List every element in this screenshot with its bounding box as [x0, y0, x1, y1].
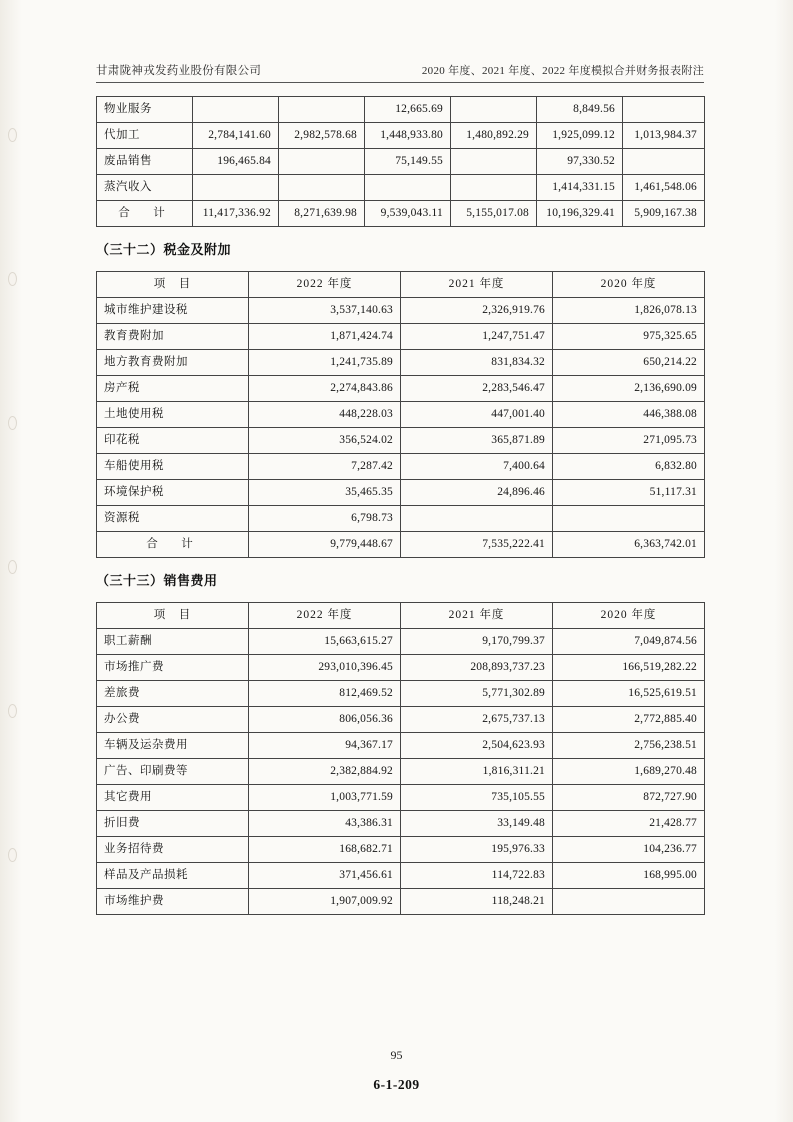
row-value: 6,363,742.01 [553, 532, 705, 558]
row-value [451, 175, 537, 201]
row-value: 1,448,933.80 [365, 123, 451, 149]
table-row [97, 175, 705, 201]
column-header: 2021 年度 [401, 272, 553, 298]
header-report-title: 2020 年度、2021 年度、2022 年度模拟合并财务报表附注 [421, 65, 704, 77]
row-label: 印花税 [97, 428, 249, 454]
row-value: 8,271,639.98 [279, 201, 365, 227]
table-row [97, 733, 705, 759]
table-row [97, 506, 705, 532]
row-value: 2,756,238.51 [553, 733, 705, 759]
revenue-table-body [97, 97, 705, 227]
revenue-table-continued [96, 96, 705, 227]
table-header-row [97, 272, 705, 298]
row-value: 7,287.42 [249, 454, 401, 480]
row-value: 1,689,270.48 [553, 759, 705, 785]
row-value [279, 97, 365, 123]
row-value: 97,330.52 [537, 149, 623, 175]
row-value: 1,826,078.13 [553, 298, 705, 324]
table-row [97, 655, 705, 681]
table-row [97, 863, 705, 889]
row-value: 2,982,578.68 [279, 123, 365, 149]
selling-expenses-table [96, 602, 705, 915]
row-value: 975,325.65 [553, 324, 705, 350]
punch-hole [8, 272, 17, 286]
row-value: 9,779,448.67 [249, 532, 401, 558]
row-value: 195,976.33 [401, 837, 553, 863]
row-value [553, 889, 705, 915]
row-value: 1,907,009.92 [249, 889, 401, 915]
table-row [97, 298, 705, 324]
row-label: 折旧费 [97, 811, 249, 837]
table-row [97, 837, 705, 863]
table-row [97, 889, 705, 915]
row-value: 1,871,424.74 [249, 324, 401, 350]
row-value: 1,003,771.59 [249, 785, 401, 811]
row-value: 650,214.22 [553, 350, 705, 376]
column-header: 2020 年度 [553, 272, 705, 298]
row-label: 办公费 [97, 707, 249, 733]
table-row [97, 350, 705, 376]
table-row [97, 402, 705, 428]
column-header: 2022 年度 [249, 272, 401, 298]
table-row [97, 376, 705, 402]
row-value: 168,682.71 [249, 837, 401, 863]
document-number: 6-1-209 [373, 1077, 420, 1092]
row-value: 24,896.46 [401, 480, 553, 506]
page-content [96, 62, 704, 915]
row-value: 5,909,167.38 [623, 201, 705, 227]
punch-hole [8, 416, 17, 430]
row-value: 16,525,619.51 [553, 681, 705, 707]
column-header: 项 目 [97, 272, 249, 298]
row-label: 废品销售 [97, 149, 193, 175]
row-value: 2,283,546.47 [401, 376, 553, 402]
paper-edge-right [775, 0, 793, 1122]
column-header: 2022 年度 [249, 603, 401, 629]
row-value: 2,136,690.09 [553, 376, 705, 402]
row-label: 地方教育费附加 [97, 350, 249, 376]
row-value: 5,155,017.08 [451, 201, 537, 227]
column-header: 项 目 [97, 603, 249, 629]
row-value: 1,925,099.12 [537, 123, 623, 149]
table-total-row [97, 532, 705, 558]
table-header-row [97, 603, 705, 629]
row-label: 资源税 [97, 506, 249, 532]
row-label: 城市维护建设税 [97, 298, 249, 324]
row-value: 271,095.73 [553, 428, 705, 454]
row-value [623, 97, 705, 123]
row-value: 6,832.80 [553, 454, 705, 480]
row-value: 2,326,919.76 [401, 298, 553, 324]
table-row [97, 785, 705, 811]
row-value: 9,539,043.11 [365, 201, 451, 227]
row-label: 合 计 [97, 201, 193, 227]
table-row [97, 324, 705, 350]
row-value: 15,663,615.27 [249, 629, 401, 655]
section-title-33: （三十三）销售费用 [96, 573, 218, 588]
row-value: 1,241,735.89 [249, 350, 401, 376]
row-value: 7,535,222.41 [401, 532, 553, 558]
row-value: 5,771,302.89 [401, 681, 553, 707]
row-value [451, 149, 537, 175]
column-header: 2020 年度 [553, 603, 705, 629]
row-value: 114,722.83 [401, 863, 553, 889]
row-value: 35,465.35 [249, 480, 401, 506]
table-row [97, 149, 705, 175]
row-value: 94,367.17 [249, 733, 401, 759]
row-label: 业务招待费 [97, 837, 249, 863]
row-value: 33,149.48 [401, 811, 553, 837]
row-value: 447,001.40 [401, 402, 553, 428]
row-value [623, 149, 705, 175]
selling-expenses-table-body [97, 603, 705, 915]
row-label: 土地使用税 [97, 402, 249, 428]
table-row [97, 454, 705, 480]
table-row [97, 759, 705, 785]
row-value: 208,893,737.23 [401, 655, 553, 681]
row-value: 1,461,548.06 [623, 175, 705, 201]
row-value [279, 175, 365, 201]
row-value: 365,871.89 [401, 428, 553, 454]
table-row [97, 681, 705, 707]
row-value: 1,480,892.29 [451, 123, 537, 149]
row-value: 356,524.02 [249, 428, 401, 454]
row-value: 448,228.03 [249, 402, 401, 428]
row-value: 75,149.55 [365, 149, 451, 175]
row-label: 车船使用税 [97, 454, 249, 480]
punch-hole [8, 848, 17, 862]
row-label: 合 计 [97, 532, 249, 558]
row-value: 10,196,329.41 [537, 201, 623, 227]
row-value [193, 175, 279, 201]
page-footer [0, 1048, 793, 1093]
row-value: 2,675,737.13 [401, 707, 553, 733]
section-title-32: （三十二）税金及附加 [96, 242, 232, 257]
row-value: 2,382,884.92 [249, 759, 401, 785]
row-value: 735,105.55 [401, 785, 553, 811]
row-label: 样品及产品损耗 [97, 863, 249, 889]
row-label: 代加工 [97, 123, 193, 149]
row-value: 1,247,751.47 [401, 324, 553, 350]
taxes-and-surcharges-table [96, 271, 705, 558]
row-value: 1,414,331.15 [537, 175, 623, 201]
row-label: 物业服务 [97, 97, 193, 123]
row-value: 6,798.73 [249, 506, 401, 532]
row-label: 广告、印刷费等 [97, 759, 249, 785]
row-value [279, 149, 365, 175]
row-value: 7,049,874.56 [553, 629, 705, 655]
row-value: 872,727.90 [553, 785, 705, 811]
row-value: 2,772,885.40 [553, 707, 705, 733]
row-value [553, 506, 705, 532]
row-label: 市场推广费 [97, 655, 249, 681]
row-label: 市场维护费 [97, 889, 249, 915]
row-value [193, 97, 279, 123]
row-value: 21,428.77 [553, 811, 705, 837]
row-value [451, 97, 537, 123]
row-value [401, 506, 553, 532]
row-value: 104,236.77 [553, 837, 705, 863]
row-label: 教育费附加 [97, 324, 249, 350]
row-value: 12,665.69 [365, 97, 451, 123]
punch-hole [8, 560, 17, 574]
row-value: 371,456.61 [249, 863, 401, 889]
row-value: 2,504,623.93 [401, 733, 553, 759]
row-value: 11,417,336.92 [193, 201, 279, 227]
row-value: 293,010,396.45 [249, 655, 401, 681]
table-total-row [97, 201, 705, 227]
row-value: 43,386.31 [249, 811, 401, 837]
table-row [97, 811, 705, 837]
taxes-table-body [97, 272, 705, 558]
row-value: 7,400.64 [401, 454, 553, 480]
row-label: 蒸汽收入 [97, 175, 193, 201]
table-row [97, 97, 705, 123]
row-label: 其它费用 [97, 785, 249, 811]
row-label: 房产税 [97, 376, 249, 402]
row-label: 环境保护税 [97, 480, 249, 506]
punch-hole [8, 128, 17, 142]
row-value: 2,784,141.60 [193, 123, 279, 149]
row-value [365, 175, 451, 201]
table-row [97, 123, 705, 149]
row-value: 2,274,843.86 [249, 376, 401, 402]
table-row [97, 480, 705, 506]
row-label: 差旅费 [97, 681, 249, 707]
row-label: 职工薪酬 [97, 629, 249, 655]
row-label: 车辆及运杂费用 [97, 733, 249, 759]
row-value: 9,170,799.37 [401, 629, 553, 655]
row-value: 3,537,140.63 [249, 298, 401, 324]
row-value: 831,834.32 [401, 350, 553, 376]
row-value: 1,816,311.21 [401, 759, 553, 785]
row-value: 168,995.00 [553, 863, 705, 889]
row-value: 1,013,984.37 [623, 123, 705, 149]
row-value: 196,465.84 [193, 149, 279, 175]
row-value: 812,469.52 [249, 681, 401, 707]
table-row [97, 707, 705, 733]
row-value: 446,388.08 [553, 402, 705, 428]
header-company-name: 甘肃陇神戎发药业股份有限公司 [96, 65, 262, 77]
table-row [97, 629, 705, 655]
table-row [97, 428, 705, 454]
row-value: 806,056.36 [249, 707, 401, 733]
page-header [96, 62, 704, 83]
page-number: 95 [390, 1048, 403, 1062]
row-value: 166,519,282.22 [553, 655, 705, 681]
row-value: 8,849.56 [537, 97, 623, 123]
row-value: 51,117.31 [553, 480, 705, 506]
punch-hole [8, 704, 17, 718]
column-header: 2021 年度 [401, 603, 553, 629]
row-value: 118,248.21 [401, 889, 553, 915]
